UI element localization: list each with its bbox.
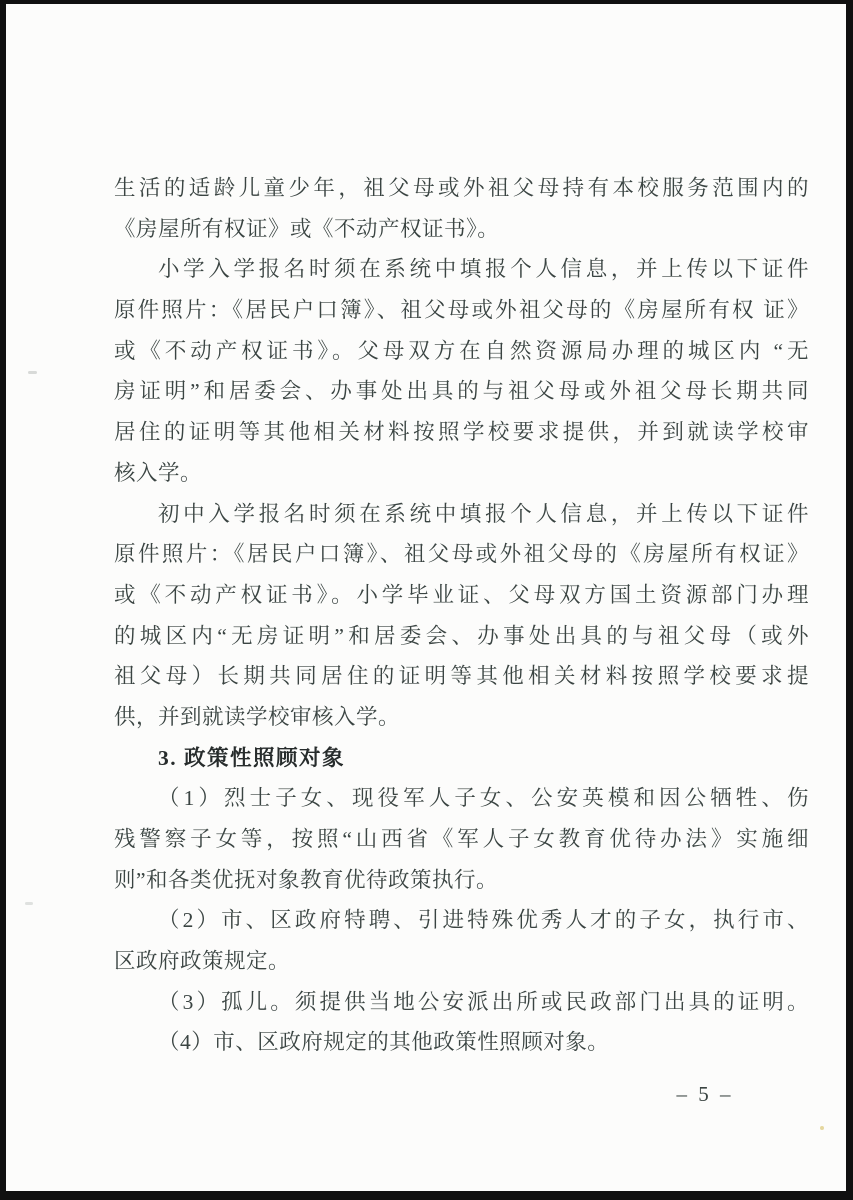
document-line: 《房屋所有权证》或《不动产权证书》。 — [114, 216, 500, 241]
document-line: 或《不动产权证书》。父母双方在自然资源局办理的城区内 “无 — [114, 338, 809, 363]
document-line: 生活的适龄儿童少年，祖父母或外祖父母持有本校服务范围内的 — [114, 176, 809, 200]
document-line: 或《不动产权证书》。小学毕业证、父母双方国土资源部门办理 — [114, 582, 809, 607]
document-line: 祖父母）长期共同居住的证明等其他相关材料按照学校要求提 — [114, 664, 809, 689]
scan-edge-left — [0, 0, 6, 1200]
document-line: 小学入学报名时须在系统中填报个人信息，并上传以下证件 — [158, 257, 809, 282]
document-line: 初中入学报名时须在系统中填报个人信息，并上传以下证件 — [158, 501, 809, 526]
scan-edge-top — [0, 0, 853, 4]
document-line: 残警察子女等，按照“山西省《军人子女教育优待办法》实施细 — [114, 827, 809, 851]
document-line: （4）市、区政府规定的其他政策性照顾对象。 — [158, 1030, 610, 1055]
page-number: – 5 – — [676, 1082, 734, 1106]
document-line: 核入学。 — [114, 460, 203, 485]
scan-speck — [820, 1126, 824, 1130]
document-line: （3）孤儿。须提供当地公安派出所或民政部门出具的证明。 — [158, 989, 809, 1014]
scan-speck — [28, 371, 37, 374]
document-line: （1）烈士子女、现役军人子女、公安英模和因公牺牲、伤 — [158, 786, 809, 811]
document-line: 供，并到就读学校审核入学。 — [114, 704, 401, 729]
document-line: 则”和各类优抚对象教育优待政策执行。 — [114, 867, 499, 892]
document-line: 居住的证明等其他相关材料按照学校要求提供，并到就读学校审 — [114, 420, 809, 445]
scan-edge-bottom — [0, 1191, 853, 1200]
document-line: （2）市、区政府特聘、引进特殊优秀人才的子女，执行市、 — [158, 908, 809, 933]
document-line: 区政府政策规定。 — [114, 949, 291, 974]
document-line: 原件照片：《居民户口簿》、祖父母或外祖父母的《房屋所有权 证》 — [114, 298, 809, 323]
document-line: 房证明”和居委会、办事处出具的与祖父母或外祖父母长期共同 — [114, 379, 809, 404]
scan-speck — [25, 902, 33, 905]
document-line: 原件照片：《居民户口簿》、祖父母或外祖父母的《房屋所有权证》 — [114, 542, 809, 567]
scan-edge-right — [846, 0, 853, 1200]
document-text-block — [114, 168, 809, 1063]
section-heading: 3. 政策性照顾对象 — [158, 745, 346, 770]
document-line: 的城区内“无房证明”和居委会、办事处出具的与祖父母（或外 — [114, 623, 809, 648]
